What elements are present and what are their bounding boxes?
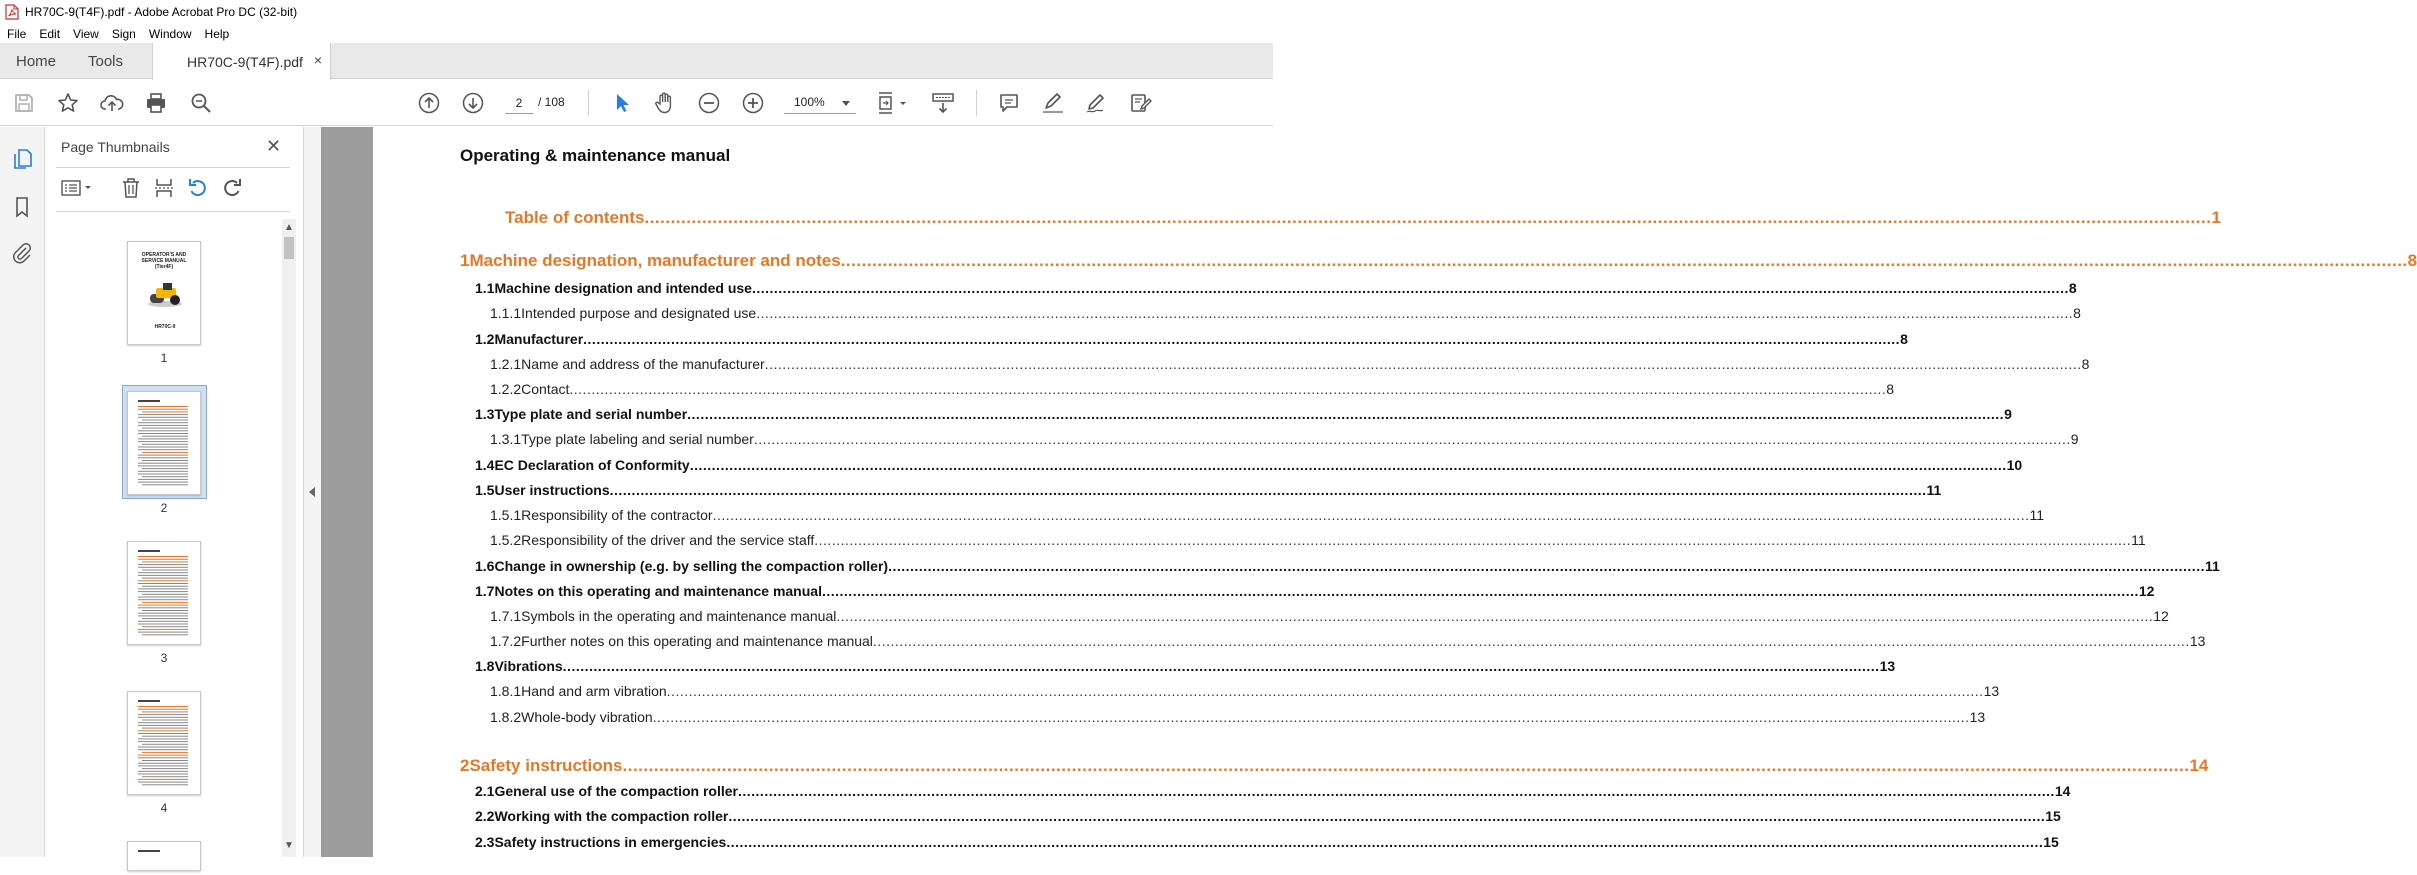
toc-entry-title: Machine designation and intended use — [494, 280, 752, 296]
page-number-input[interactable] — [505, 92, 533, 114]
toc-leader-dots: ............................................................................................................................................................................................................................................................................................................ — [652, 709, 1970, 725]
thumbnail-text-line — [138, 465, 188, 466]
thumbnail-text-line — [138, 722, 188, 723]
thumbnail-text-line — [142, 610, 188, 611]
thumbnail-text-line — [142, 561, 188, 562]
thumbnail-text-line — [138, 615, 188, 616]
toc-entry-page: 15 — [2045, 808, 2061, 824]
thumbnail-text-line — [138, 714, 188, 715]
toc-entry[interactable] — [475, 406, 2012, 422]
page-thumbnail-3[interactable] — [127, 541, 201, 645]
toc-entry-page: 9 — [2004, 406, 2012, 422]
toc-entry-title: Notes on this operating and maintenance manual — [494, 583, 822, 599]
toc-entry-number: 2.3 — [475, 834, 495, 850]
toc-entry-page: 11 — [2204, 558, 2220, 574]
toc-entry[interactable] — [490, 633, 2206, 649]
thumbnail-text-line — [138, 733, 188, 734]
close-icon[interactable]: × — [313, 52, 322, 68]
thumbnail-text-line — [138, 757, 188, 758]
toolbar-divider — [588, 90, 589, 116]
thumbnail-text-line — [138, 591, 188, 592]
chevron-down-icon — [842, 101, 850, 106]
thumbnail-text-line — [142, 744, 188, 745]
toc-entry-page: 12 — [2138, 583, 2155, 599]
thumbnail-text-line — [138, 556, 188, 557]
menu-edit[interactable]: Edit — [39, 26, 61, 41]
cover-title-line: (Tier4F) — [154, 264, 174, 270]
thumbnail-text-line — [138, 624, 188, 625]
toc-entry-title: General use of the compaction roller — [494, 783, 738, 799]
thumbnail-text-line — [142, 768, 188, 769]
toc-leader-dots: ............................................................................................................................................................................................................................................................................................................ — [814, 532, 2132, 548]
thumbnail-text-line — [142, 602, 188, 603]
thumbnail-text-line — [138, 747, 188, 748]
thumbnail-text-line — [138, 588, 188, 589]
toc-entry-page: 8 — [1886, 381, 1895, 397]
toc-entry-title: Intended purpose and designated use — [521, 305, 757, 321]
toc-entry-number: 1.8.1 — [490, 683, 522, 699]
toc-leader-dots: ............................................................................................................................................................................................................................................................................................................ — [687, 406, 2005, 422]
toc-entry-number: 1.8.2 — [490, 709, 522, 725]
toc-entry-title: Table of contents — [505, 208, 645, 227]
toc-leader-dots: ............................................................................................................................................................................................................................................................................................................ — [562, 658, 1880, 674]
thumbnail-text-line — [142, 711, 188, 712]
thumbnail-text-line — [142, 578, 188, 579]
thumbnail-text-line — [138, 447, 188, 448]
scroll-down-icon[interactable]: ▼ — [284, 840, 294, 851]
tab-bar — [0, 43, 1273, 79]
thumbnail-text-line — [142, 618, 188, 619]
page-thumbnail-4[interactable] — [127, 691, 201, 795]
toc-entry-number: 1.1 — [475, 280, 495, 296]
toc-entry[interactable] — [490, 356, 2090, 372]
page-thumbnail-1[interactable] — [127, 241, 201, 345]
toc-entry-number: 1.3.1 — [490, 431, 522, 447]
toc-leader-dots: ............................................................................................................................................................................................................................................................................................................ — [583, 331, 1901, 347]
sign-pen-icon[interactable] — [1085, 91, 1109, 115]
toc-entry-page: 12 — [2153, 608, 2169, 624]
thumbnail-text-line — [138, 749, 188, 750]
menu-file[interactable]: File — [7, 26, 27, 41]
thumbnail-text-line — [138, 559, 188, 560]
thumbnail-text-line — [138, 425, 188, 426]
toc-entry[interactable] — [475, 834, 2059, 850]
toc-page-preview — [128, 692, 202, 796]
cover-title-line: OPERATOR'S AND — [141, 252, 187, 258]
select-arrow-icon[interactable] — [609, 91, 633, 115]
thumbnail-text-line — [138, 455, 188, 456]
roller-machine-image — [146, 282, 184, 308]
zoom-search-icon[interactable] — [189, 91, 213, 115]
menu-help[interactable]: Help — [204, 26, 230, 41]
star-icon[interactable] — [56, 91, 80, 115]
toc-entry-number: 1.7 — [475, 583, 495, 599]
thumbnail-text-line — [138, 741, 188, 742]
toc-entry[interactable] — [475, 331, 1908, 347]
toc-entry-number: 1.2.2 — [490, 381, 522, 397]
thumbnail-text-line — [142, 420, 188, 421]
thumbnail-text-line — [138, 449, 188, 450]
thumbnail-text-line — [142, 428, 188, 429]
thumbnail-text-line — [138, 621, 188, 622]
attachment-paperclip-icon[interactable] — [10, 241, 34, 265]
thumbnail-text-line — [142, 784, 188, 785]
toc-entry-title: User instructions — [494, 482, 610, 498]
toc-leader-dots: ............................................................................................................................................................................................................................................................................................................ — [872, 633, 2190, 649]
toc-entry-title: Type plate and serial number — [494, 406, 688, 422]
toc-entry-title: Type plate labeling and serial number — [521, 431, 754, 447]
toc-entry-number: 1.1.1 — [490, 305, 522, 321]
toc-entry-title: Safety instructions — [469, 756, 623, 775]
toc-entry-page: 15 — [2043, 834, 2059, 850]
toc-leader-dots: ............................................................................................................................................................................................................................................................................................................ — [888, 558, 2205, 574]
toolbar-divider — [976, 90, 977, 116]
menu-bar — [0, 24, 1273, 43]
save-icon[interactable] — [12, 91, 36, 115]
thumbnail-text-line — [142, 468, 188, 469]
page-thumbnails-icon[interactable] — [10, 147, 34, 171]
thumbnail-text-line — [138, 755, 188, 756]
toc-entry-number: 2 — [460, 756, 470, 775]
toc-leader-dots: ............................................................................................................................................................................................................................................................................................................ — [728, 808, 2046, 824]
thumbnail-text-line — [142, 634, 188, 635]
thumbnail-text-line — [142, 728, 188, 729]
title-bar — [0, 0, 1273, 24]
toc-entry-title: Hand and arm vibration — [521, 683, 667, 699]
thumbnail-text-line — [138, 457, 188, 458]
toc-entry-page: 13 — [1969, 709, 1986, 725]
toc-entry-title: Responsibility of the driver and the service staff — [521, 532, 815, 548]
toc-entry-title: Whole-body vibration — [521, 709, 653, 725]
thumbnail-text-line — [142, 436, 188, 437]
thumbnail-text-line — [138, 632, 188, 633]
thumbnail-text-line — [138, 482, 188, 483]
thumbnail-text-line — [138, 779, 188, 780]
thumbnail-options-icon[interactable] — [60, 177, 94, 199]
thumbnail-text-line — [138, 417, 188, 418]
panel-collapse-strip[interactable] — [303, 127, 321, 857]
toc-entry-page: 11 — [2029, 507, 2045, 523]
toc-entry-page: 14 — [2189, 756, 2209, 775]
page-thumbnail-5[interactable] — [127, 841, 201, 871]
thumbnail-text-line — [142, 476, 188, 477]
toc-entry[interactable] — [490, 305, 2081, 321]
document-page — [373, 127, 2417, 857]
toc-entry-page: 14 — [2054, 783, 2071, 799]
toc-entry-number: 1.7.2 — [490, 633, 522, 649]
thumbnail-text-line — [142, 776, 188, 777]
toc-entry-number: 1.2 — [475, 331, 495, 347]
thumbnail-text-line — [142, 411, 188, 412]
thumbnail-text-line — [138, 406, 188, 407]
toc-entry-number: 1.7.1 — [490, 608, 522, 624]
toc-leader-dots: ............................................................................................................................................................................................................................................................................................................ — [569, 381, 1887, 397]
toc-entry-number: 1.5.1 — [490, 507, 522, 523]
thumbnail-text-line — [138, 572, 188, 573]
toc-entry-number: 2.2 — [475, 808, 495, 824]
toc-entry-page: 9 — [2070, 431, 2079, 447]
thumbnail-text-line — [138, 782, 188, 783]
toc-entry[interactable] — [460, 756, 2209, 776]
thumbnail-text-line — [142, 452, 188, 453]
scroll-mode-icon[interactable] — [931, 91, 955, 115]
thumbnail-text-line — [138, 564, 188, 565]
rotate-counterclockwise-icon[interactable] — [187, 177, 209, 199]
toc-entry[interactable] — [490, 532, 2146, 548]
tab-document[interactable] — [152, 43, 331, 80]
toc-entry-title: EC Declaration of Conformity — [494, 457, 690, 473]
toc-entry-title: Name and address of the manufacturer — [521, 356, 765, 372]
page-number-label: 2 — [160, 501, 168, 515]
page-thumbnails-panel — [46, 127, 303, 857]
thumbnail-text-line — [142, 460, 188, 461]
toc-page-preview — [128, 392, 202, 496]
toc-leader-dots: ............................................................................................................................................................................................................................................................................................................ — [666, 683, 1984, 699]
toc-entry[interactable] — [505, 208, 2221, 228]
tab-home[interactable]: Home — [16, 52, 57, 70]
toc-entry-number: 1.3 — [475, 406, 495, 422]
window-title: HR70C-9(T4F).pdf - Adobe Acrobat Pro DC (32-bit) — [25, 5, 298, 19]
cover-model: HR70C-9 — [154, 324, 176, 330]
thumbnail-text-line — [138, 599, 188, 600]
thumbnail-text-line — [138, 414, 188, 415]
toc-entry-page: 8 — [2068, 280, 2077, 296]
toc-page-preview — [128, 842, 202, 872]
toc-entry-page: 11 — [1926, 482, 1942, 498]
thumbnail-text-line — [142, 594, 188, 595]
thumbnail-text-line — [138, 605, 188, 606]
toc-entry[interactable] — [490, 608, 2169, 624]
toc-entry-page: 8 — [2073, 305, 2081, 321]
collapse-left-icon[interactable] — [309, 487, 315, 497]
toc-leader-dots: ............................................................................................................................................................................................................................................................................................................ — [821, 583, 2139, 599]
main-toolbar — [0, 80, 1273, 126]
thumbnail-text-line — [138, 575, 188, 576]
thumbnail-text-line — [138, 771, 188, 772]
thumbnail-text-line — [138, 474, 188, 475]
toc-leader-dots: ............................................................................................................................................................................................................................................................................................................ — [840, 251, 2408, 270]
toc-leader-dots: ............................................................................................................................................................................................................................................................................................................ — [609, 482, 1927, 498]
thumbnail-text-line — [138, 479, 188, 480]
toc-entry-number: 1.5 — [475, 482, 495, 498]
bookmark-icon[interactable] — [10, 195, 34, 219]
rotate-clockwise-icon[interactable] — [221, 177, 243, 199]
toc-entry[interactable] — [490, 507, 2045, 523]
toc-leader-dots: ............................................................................................................................................................................................................................................................................................................ — [753, 431, 2071, 447]
toc-entry-title: Machine designation, manufacturer and notes — [469, 251, 841, 270]
thumbnail-text-line — [138, 463, 188, 464]
panel-title: Page Thumbnails — [61, 139, 170, 155]
toc-entry[interactable] — [490, 709, 1986, 725]
toc-entry-page: 13 — [2189, 633, 2206, 649]
toc-entry[interactable] — [475, 457, 2023, 473]
left-rail — [0, 127, 45, 857]
thumbnail-text-line — [138, 597, 188, 598]
thumbnail-text-line — [138, 471, 188, 472]
thumbnail-text-line — [138, 422, 188, 423]
thumbnail-text-line — [138, 430, 188, 431]
toc-entry-page: 1 — [2211, 208, 2221, 227]
acrobat-pdf-icon — [5, 4, 19, 20]
toc-entry-number: 1 — [460, 251, 470, 270]
delete-trash-icon[interactable] — [120, 177, 142, 199]
thumbnail-text-line — [138, 438, 188, 439]
thumbnails-scrollbar[interactable] — [282, 219, 296, 857]
panel-divider — [56, 167, 290, 168]
toc-leader-dots: ............................................................................................................................................................................................................................................................................................................ — [622, 756, 2190, 775]
thumbnail-text-line — [138, 717, 188, 718]
toc-entry[interactable] — [490, 683, 2000, 699]
thumbnail-text-line — [138, 774, 188, 775]
comment-icon[interactable] — [997, 91, 1021, 115]
toc-entry[interactable] — [475, 583, 2155, 599]
page-total: / 108 — [538, 95, 565, 109]
toc-entry-title: Contact — [521, 381, 570, 397]
thumbnail-text-line — [138, 738, 188, 739]
toc-entry-number: 1.6 — [475, 558, 495, 574]
toc-page-preview — [128, 542, 202, 646]
thumbnail-text-line — [138, 567, 188, 568]
toc-entry[interactable] — [490, 431, 2079, 447]
thumbnail-text-line — [138, 607, 188, 608]
toc-entry[interactable] — [475, 280, 2077, 296]
toc-entry-page: 11 — [2131, 532, 2146, 548]
document-heading: Operating & maintenance manual — [460, 146, 731, 165]
zoom-value: 100% — [794, 95, 825, 109]
toc-leader-dots: ............................................................................................................................................................................................................................................................................................................ — [644, 208, 2212, 227]
zoom-out-icon[interactable] — [697, 91, 721, 115]
thumbnail-text-line — [142, 760, 188, 761]
toc-entry[interactable] — [490, 381, 1895, 397]
thumbnail-text-line — [142, 484, 188, 485]
thumbnail-text-line — [142, 586, 188, 587]
close-icon[interactable]: ✕ — [266, 136, 282, 156]
thumbnail-text-line — [138, 763, 188, 764]
toc-entry-title: Change in ownership (e.g. by selling the compaction roller) — [494, 558, 889, 574]
thumbnail-text-line — [138, 441, 188, 442]
toc-entry-number: 2.1 — [475, 783, 495, 799]
toc-entry-title: Safety instructions in emergencies — [494, 834, 727, 850]
toc-entry-title: Symbols in the operating and maintenance manual — [521, 608, 837, 624]
thumbnail-text-line — [138, 580, 188, 581]
stamp-edit-icon[interactable] — [1129, 91, 1153, 115]
toc-entry-title: Manufacturer — [494, 331, 584, 347]
thumbnail-text-line — [138, 583, 188, 584]
toc-entry-page: 13 — [1879, 658, 1896, 674]
extract-pages-icon[interactable] — [153, 177, 175, 199]
page-number-label: 1 — [160, 351, 168, 365]
thumbnail-text-line — [142, 626, 188, 627]
thumbnail-text-line — [138, 629, 188, 630]
toc-entry-page: 8 — [1900, 331, 1908, 347]
page-thumbnail-2[interactable] — [127, 391, 201, 495]
thumbnail-text-line — [138, 409, 188, 410]
thumbnail-text-line — [138, 725, 188, 726]
next-page-icon[interactable] — [461, 91, 485, 115]
toc-entry-number: 1.5.2 — [490, 532, 522, 548]
hand-pan-icon[interactable] — [653, 91, 677, 115]
toc-entry-title: Further notes on this operating and maintenance manual — [521, 633, 873, 649]
toc-entry-number: 1.4 — [475, 457, 495, 473]
toc-entry-page: 8 — [2407, 251, 2417, 270]
thumbnail-text-line — [138, 730, 188, 731]
toc-entry-title: Working with the compaction roller — [494, 808, 729, 824]
toc-leader-dots: ............................................................................................................................................................................................................................................................................................................ — [712, 507, 2030, 523]
page-number-label: 3 — [160, 651, 168, 665]
zoom-in-icon[interactable] — [741, 91, 765, 115]
toc-leader-dots: ............................................................................................................................................................................................................................................................................................................ — [836, 608, 2154, 624]
toc-leader-dots: ............................................................................................................................................................................................................................................................................................................ — [764, 356, 2082, 372]
previous-page-icon[interactable] — [417, 91, 441, 115]
page-number-label: 4 — [160, 801, 168, 815]
thumbnail-text-line — [138, 709, 188, 710]
toc-leader-dots: ............................................................................................................................................................................................................................................................................................................ — [737, 783, 2055, 799]
thumbnail-text-line — [142, 720, 188, 721]
thumbnail-text-line — [138, 433, 188, 434]
thumbnail-text-line — [138, 765, 188, 766]
toc-entry[interactable] — [475, 808, 2061, 824]
thumbnail-text-line — [142, 444, 188, 445]
zoom-dropdown[interactable] — [784, 92, 856, 114]
toc-entry-number: 1.8 — [475, 658, 495, 674]
highlight-pen-icon[interactable] — [1041, 91, 1065, 115]
tab-tools[interactable]: Tools — [88, 52, 124, 70]
toc-entry-title: Vibrations — [494, 658, 563, 674]
toc-leader-dots: ............................................................................................................................................................................................................................................................................................................ — [756, 305, 2074, 321]
scrollbar-thumb[interactable] — [284, 237, 294, 259]
tab-document-label: HR70C-9(T4F).pdf — [187, 53, 303, 70]
toc-entry-number: 1.2.1 — [490, 356, 522, 372]
menu-view[interactable]: View — [73, 26, 99, 41]
toc-entry[interactable] — [475, 482, 1942, 498]
thumbnail-text-line — [138, 706, 188, 707]
toc-entry[interactable] — [475, 658, 1896, 674]
toc-entry-page: 10 — [2006, 457, 2023, 473]
toc-entry[interactable] — [460, 251, 2417, 271]
cover-title-line: SERVICE MANUAL — [141, 258, 187, 264]
panel-divider — [56, 211, 290, 212]
toc-entry-page: 8 — [2081, 356, 2090, 372]
toc-leader-dots: ............................................................................................................................................................................................................................................................................................................ — [751, 280, 2069, 296]
toc-entry[interactable] — [475, 783, 2071, 799]
thumbnail-text-line — [142, 752, 188, 753]
thumbnail-text-line — [142, 570, 188, 571]
menu-window[interactable]: Window — [148, 26, 192, 41]
print-icon[interactable] — [144, 91, 168, 115]
menu-sign[interactable]: Sign — [111, 26, 136, 41]
toc-leader-dots: ............................................................................................................................................................................................................................................................................................................ — [726, 834, 2044, 850]
toc-entry-page: 13 — [1983, 683, 2000, 699]
document-gutter — [321, 127, 373, 857]
page-fit-icon[interactable] — [876, 91, 912, 115]
toc-leader-dots: ............................................................................................................................................................................................................................................................................................................ — [689, 457, 2007, 473]
thumbnail-text-line — [138, 613, 188, 614]
scroll-up-icon[interactable]: ▲ — [284, 222, 294, 233]
upload-cloud-icon[interactable] — [100, 91, 124, 115]
toc-entry[interactable] — [475, 558, 2220, 574]
toc-entry-title: Responsibility of the contractor — [521, 507, 713, 523]
thumbnail-text-line — [142, 736, 188, 737]
